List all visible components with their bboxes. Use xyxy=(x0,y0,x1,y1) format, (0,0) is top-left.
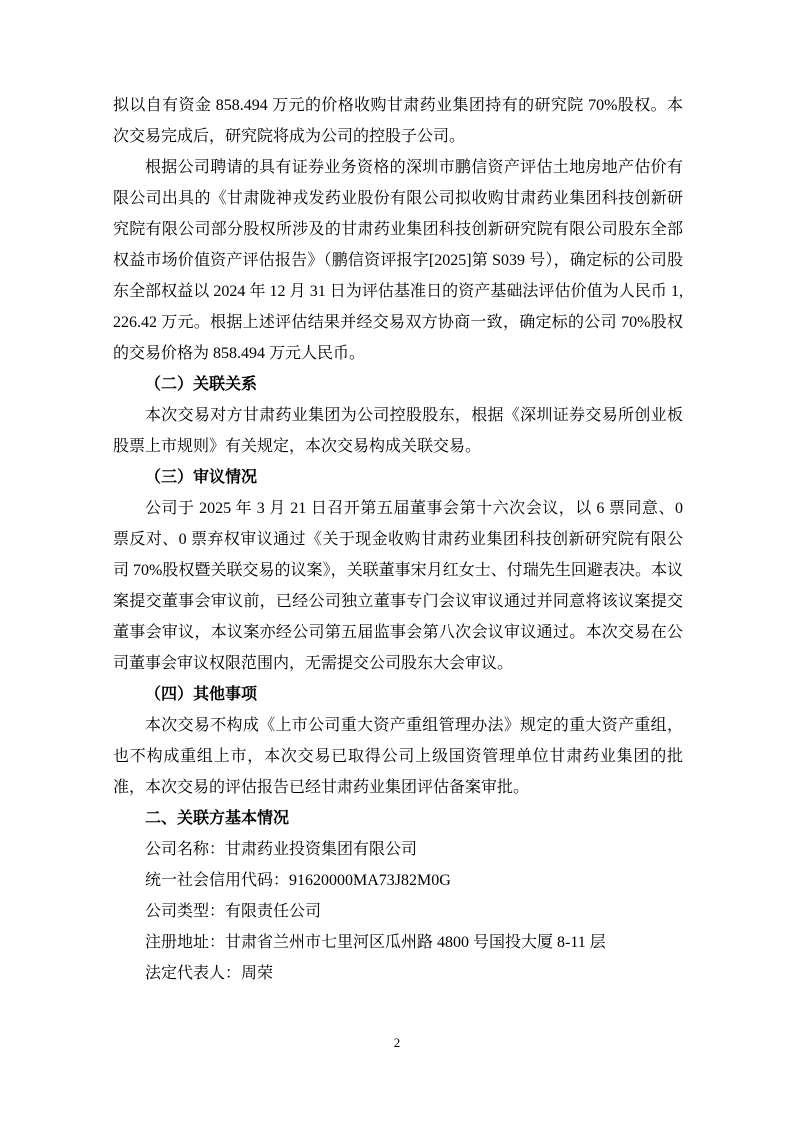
heading-review-status: （三）审议情况 xyxy=(145,469,258,486)
paragraph-related-party-relationship: 本次交易对方甘肃药业集团为公司控股股东，根据《深圳证券交易所创业板股票上市规则》有关规定，本次交易构成关联交易。 xyxy=(113,407,683,455)
info-social-credit-code: 统一社会信用代码：91620000MA73J82M0G xyxy=(145,872,451,889)
info-legal-representative: 法定代表人：周荣 xyxy=(145,965,274,982)
page-number: 2 xyxy=(393,1035,401,1050)
heading-related-party-relationship: （二）关联关系 xyxy=(145,376,258,393)
paragraph-other-matters: 本次交易不构成《上市公司重大资产重组管理办法》规定的重大资产重组，也不构成重组上市，本次交易已取得公司上级国资管理单位甘肃药业集团的批准，本次交易的评估报告已经甘肃药业集团评估备案审批。 xyxy=(113,717,683,796)
info-company-name: 公司名称：甘肃药业投资集团有限公司 xyxy=(145,841,418,858)
info-company-type: 公司类型：有限责任公司 xyxy=(145,903,322,920)
heading-related-party-basic-info: 二、关联方基本情况 xyxy=(145,810,290,827)
paragraph-transaction-price-continuation: 拟以自有资金 858.494 万元的价格收购甘肃药业集团持有的研究院 70%股权。本次交易完成后，研究院将成为公司的控股子公司。 xyxy=(113,97,683,145)
paragraph-valuation-report: 根据公司聘请的具有证券业务资格的深圳市鹏信资产评估土地房地产估价有限公司出具的《甘肃陇神戎发药业股份有限公司拟收购甘肃药业集团科技创新研究院有限公司部分股权所涉及的甘肃药业集团科技创新研究院有限公司股东全部权益市场价值资产评估报告》（鹏信资评报字[2025]第 S039 号），确定标的公司股东全部权益以 2024 年 12 月 31 日为评估基准日的资产基础法评估价值为人民币 1,226.42 万元。根据上述评估结果并经交易双方协商一致，确定标的公司 70%股权的交易价格为 858.494 万元人民币。 xyxy=(113,159,683,362)
heading-other-matters: （四）其他事项 xyxy=(145,686,258,703)
info-registered-address: 注册地址：甘肃省兰州市七里河区瓜州路 4800 号国投大厦 8-11 层 xyxy=(145,934,606,951)
paragraph-board-review: 公司于 2025 年 3 月 21 日召开第五届董事会第十六次会议，以 6 票同意、0 票反对、0 票弃权审议通过《关于现金收购甘肃药业集团科技创新研究院有限公司 70%股权暨关联交易的议案》，关联董事宋月红女士、付瑞先生回避表决。本议案提交董事会审议前，已经公司独立董事专门会议审议通过并同意将该议案提交董事会审议，本议案亦经公司第五届监事会第八次会议审议通过。本次交易在公司董事会审议权限范围内，无需提交公司股东大会审议。 xyxy=(113,500,683,672)
document-body xyxy=(113,90,683,989)
